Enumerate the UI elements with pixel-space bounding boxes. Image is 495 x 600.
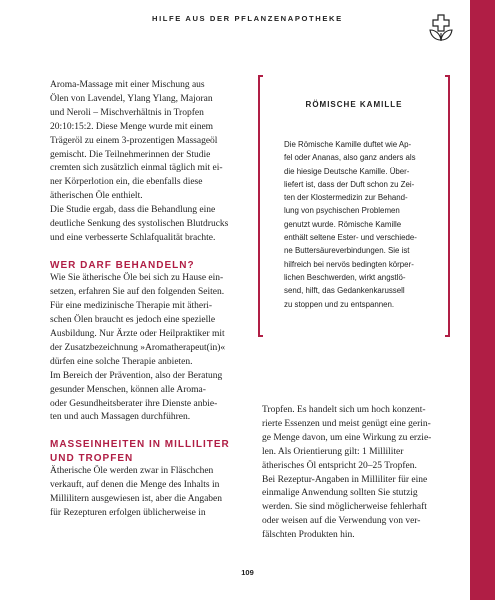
- roman-chamomile-sidebar: [258, 75, 450, 337]
- section-heading-who-may-treat: WER DARF BEHANDELN?: [50, 259, 195, 271]
- sidebar-body: Die Römische Kamille duftet wie Ap- fel oder Ananas, also ganz anders als die hiesige Deutsche Kamille. Über- liefert ist, dass der Duft schon zu Zei- ten der Klostermedizin zur Behand- lung von psychischen Problemen genutzt wurde. Römische Kamille enthält seltene Ester- und verschiede- ne Buttersäureverbindungen. Sie ist hilfreich bei nervös bedingten körper- lichen Beschwerden, wirkt angstlö- send, hilft, das Gedankenkarussell zu stoppen und zu entspannen.: [284, 140, 417, 309]
- page-number: 109: [241, 568, 254, 577]
- accent-side-bar: [470, 0, 495, 600]
- section-heading-units: MASSEINHEITEN IN MILLILITER UND TROPFEN: [50, 439, 230, 464]
- right-bracket: [445, 75, 450, 337]
- left-column: [50, 79, 242, 521]
- left-bracket: [258, 75, 263, 337]
- cross-and-leaves-icon: [428, 14, 454, 42]
- right-column: [262, 404, 454, 543]
- who-may-treat-paragraph: Wie Sie ätherische Öle bei sich zu Hause ein- setzen, erfahren Sie auf den folgenden Seiten. Für eine medizinische Therapie mit ätheri- schen Ölen braucht es jedoch eine spezielle Ausbildung. Nur Ärzte oder Heilpraktiker mit der Zusatzbezeichnung »Aromatherapeut(in)« dürfen eine solche Therapie anbieten. Im Bereich der Prävention, also der Beratung gesunder Menschen, können alle Aroma- oder Gesundheitsberater ihre Dienste anbie- ten und auch Massagen durchführen.: [50, 273, 226, 423]
- intro-paragraph: Aroma-Massage mit einer Mischung aus Ölen von Lavendel, Ylang Ylang, Majoran und Neroli – Mischverhältnis in Tropfen 20:10:15:2. Diese Menge wurde mit einem Trägeröl zu einem 3-prozentigen Massageöl gemischt. Die Teilnehmerinnen der Studie cremten sich zusätzlich einmal täglich mit ei- ner Körperlotion ein, die ebenfalls diese ätherischen Öle enthielt. Die Studie ergab, dass die Behandlung eine deutliche Senkung des systolischen Blutdrucks und eine verbesserte Schlafqualität brachte.: [50, 80, 229, 243]
- units-continued-paragraph: Tropfen. Es handelt sich um hoch konzent- rierte Essenzen und meist genügt eine gerin- ge Menge davon, um eine Wirkung zu erzie- len. Als Orientierung gilt: 1 Milliliter ätherisches Öl entspricht 20–25 Tropfen. Bei Rezeptur-Angaben in Milliliter für eine einmalige Anwendung sollten Sie stutzig werden. Sie sind möglicherweise fehlerhaft oder weisen auf die Verwendung von ver- fälschten Produkten hin.: [262, 405, 432, 541]
- units-paragraph: Ätherische Öle werden zwar in Fläschchen verkauft, auf denen die Menge des Inhalts in Millilitern ausgewiesen ist, aber die Angaben für Rezepturen erfolgen üblicherweise in: [50, 466, 223, 519]
- running-header-title: HILFE AUS DER PFLANZENAPOTHEKE: [152, 14, 343, 23]
- sidebar-title: RÖMISCHE KAMILLE: [305, 100, 403, 109]
